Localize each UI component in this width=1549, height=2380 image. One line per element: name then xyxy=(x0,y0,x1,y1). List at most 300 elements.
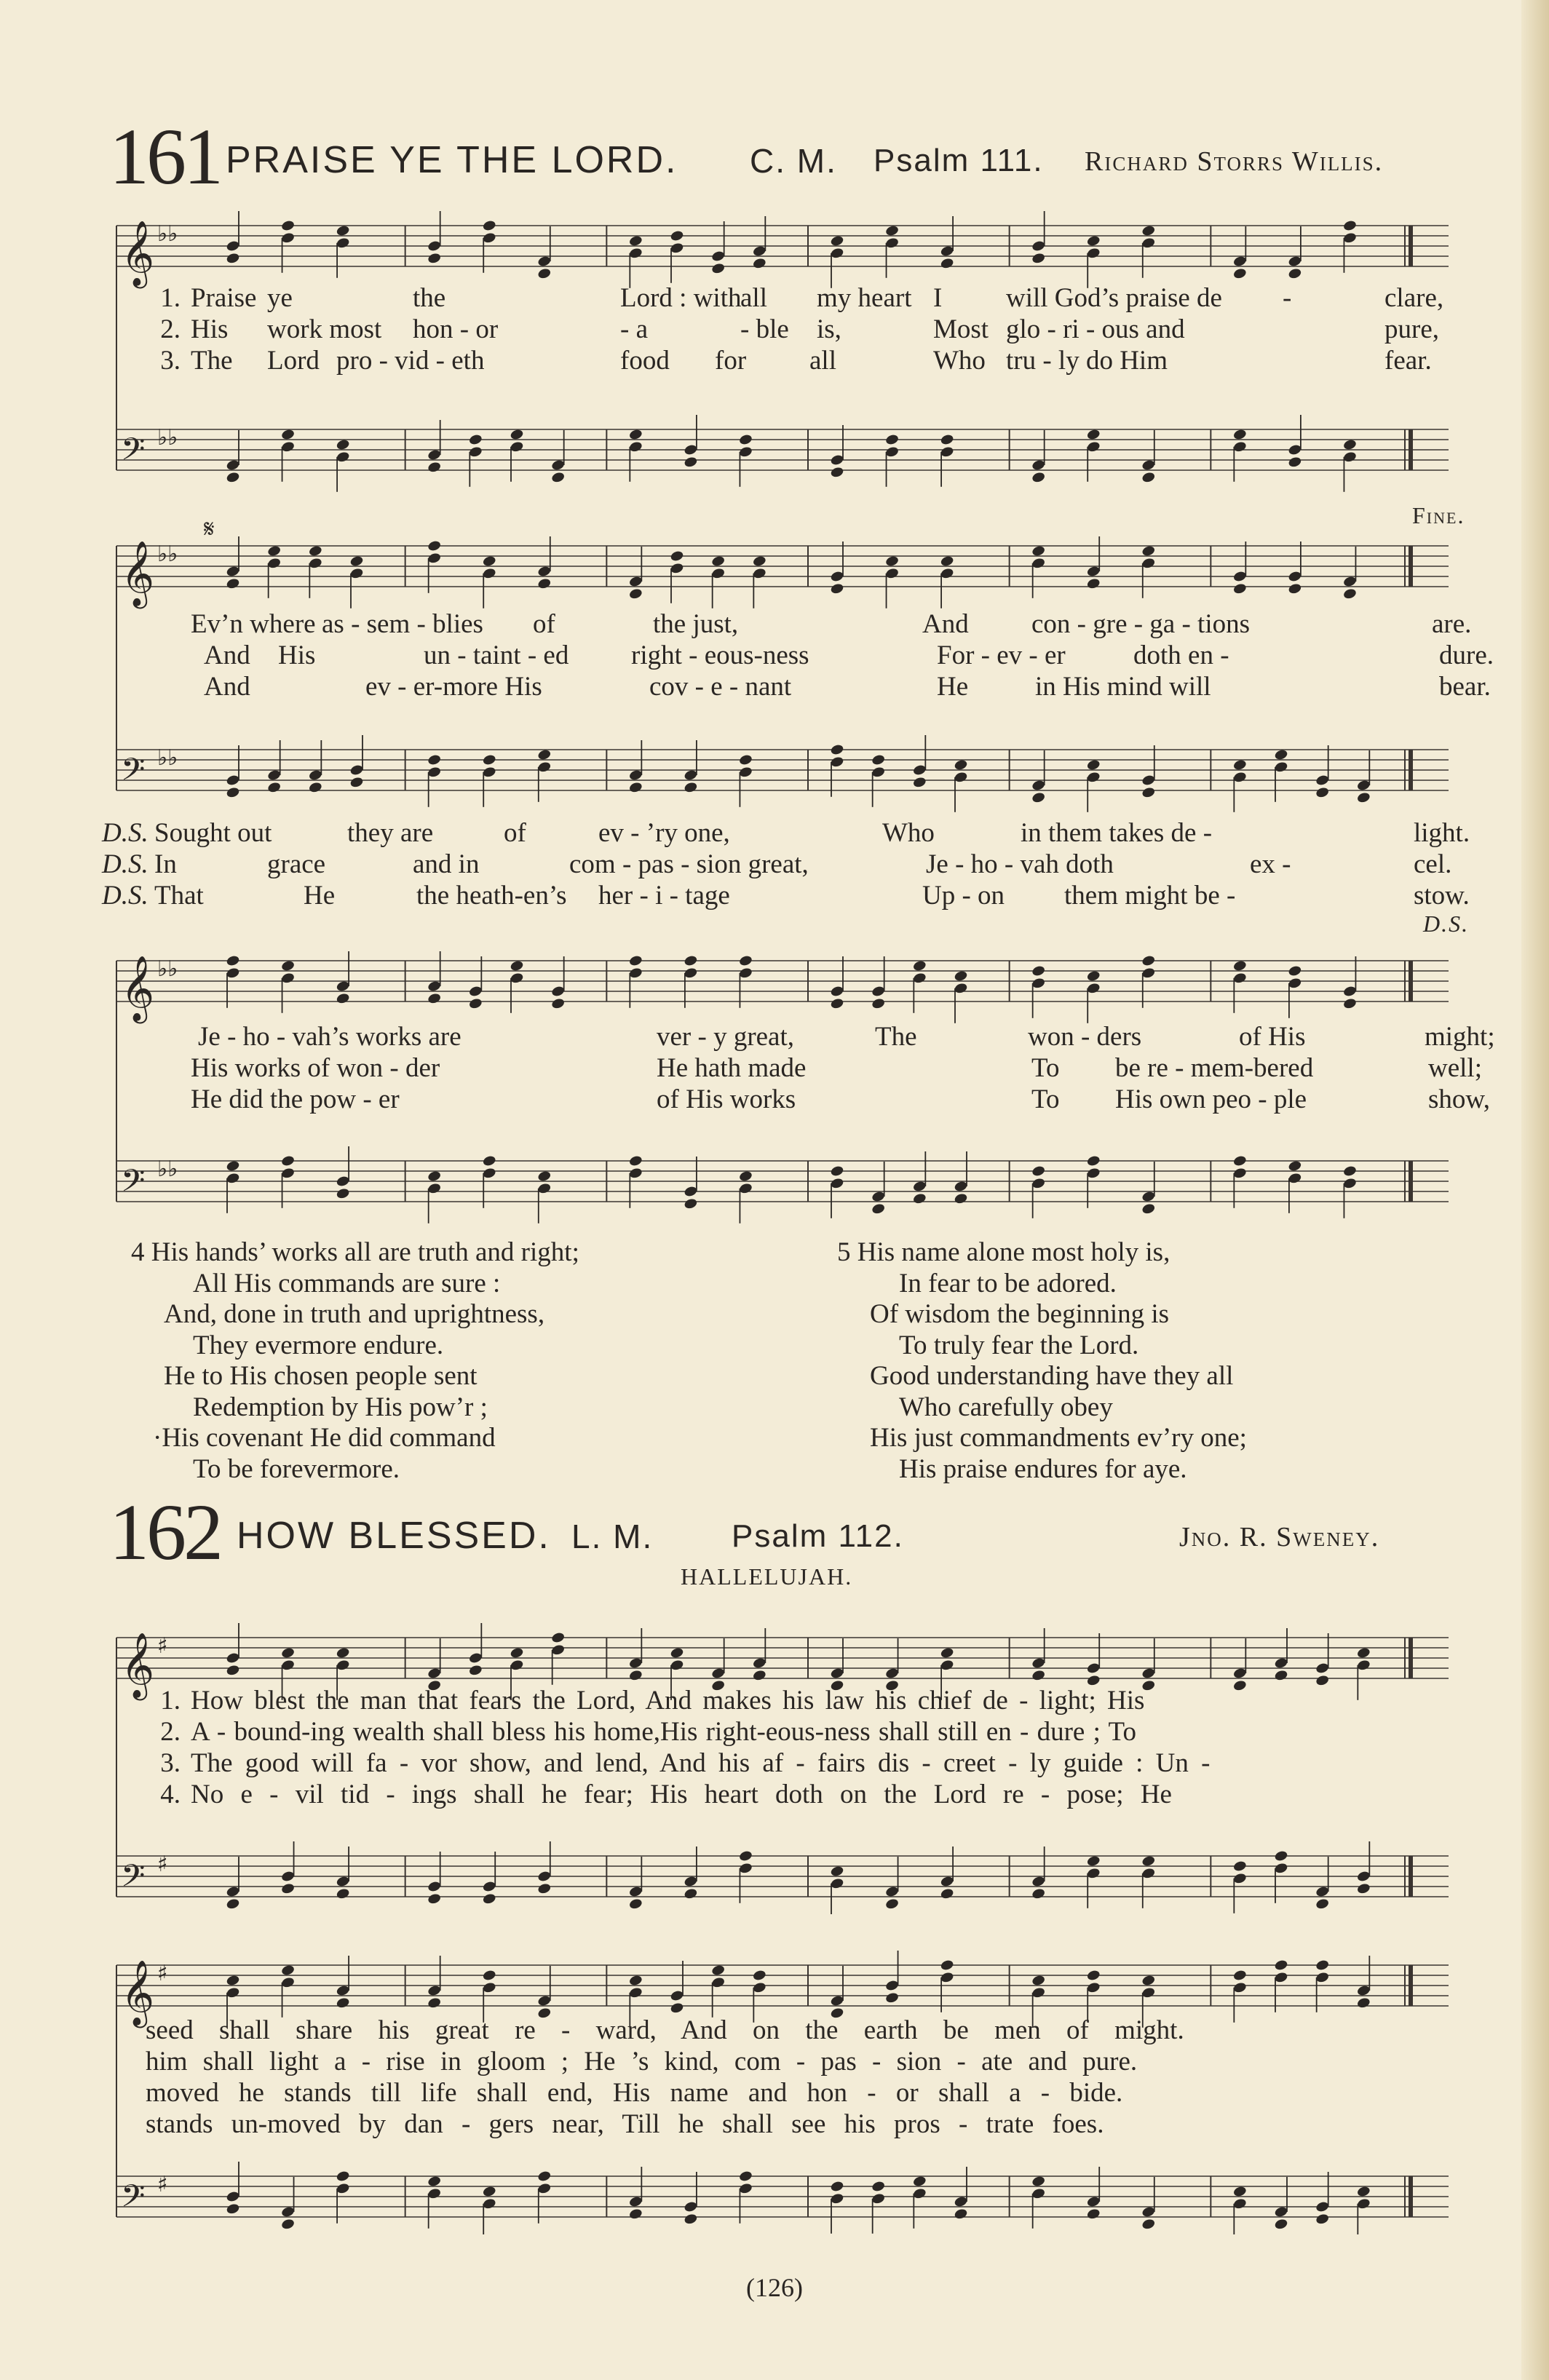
treble-staff xyxy=(116,211,1449,289)
key-signature-icon: ♯ xyxy=(157,1852,168,1877)
note-head xyxy=(670,562,684,574)
note-head xyxy=(510,440,524,453)
note-head xyxy=(912,1180,927,1192)
note-head xyxy=(830,247,844,259)
note-head xyxy=(281,1964,296,1976)
bass-staff xyxy=(116,1841,1449,1914)
note-head xyxy=(1288,267,1302,279)
note-head xyxy=(1356,1882,1371,1895)
note-head xyxy=(885,1897,900,1910)
note-head xyxy=(1342,575,1357,587)
note-head xyxy=(1232,1981,1247,1994)
note-head xyxy=(537,565,552,577)
note-head xyxy=(537,267,552,279)
note-head xyxy=(1031,1887,1046,1900)
note-head xyxy=(684,1185,698,1197)
note-head xyxy=(336,1175,350,1187)
lyric-word: Who xyxy=(882,818,935,848)
note-head xyxy=(1141,2205,1156,2218)
lyric-line xyxy=(138,640,1494,670)
lyric-word: ver - y great, xyxy=(657,1022,795,1052)
note-head xyxy=(1031,471,1046,483)
note-head xyxy=(336,1996,350,2009)
note-head xyxy=(628,1974,643,1986)
note-head xyxy=(830,570,844,582)
note-head xyxy=(1274,1657,1288,1669)
stanza-line: Who carefully obey xyxy=(899,1392,1113,1422)
lyric-word: com - pas - sion great, xyxy=(569,849,809,879)
note-head xyxy=(684,2213,698,2225)
lyric-word: And xyxy=(922,609,969,639)
note-head xyxy=(349,555,364,567)
note-head xyxy=(226,1986,240,1999)
note-head xyxy=(830,1165,844,1177)
note-head xyxy=(427,1984,442,1996)
note-head xyxy=(1086,771,1101,783)
lyric-line xyxy=(138,1022,1495,1052)
lyric-word: as - sem - blies xyxy=(322,609,483,639)
lyric-word: show, xyxy=(1428,1084,1490,1114)
note-head xyxy=(1031,1875,1046,1887)
key-signature-icon: ♭♭ xyxy=(157,956,178,982)
stanza-5 xyxy=(837,1237,1247,1485)
note-head xyxy=(940,433,954,445)
note-head xyxy=(226,1172,240,1184)
lyric-line: 2. His work most hon - or - a - ble is, Most glo - ri - ous and pure, xyxy=(160,314,1439,344)
hymn-psalm: Psalm 111. xyxy=(873,143,1044,178)
note-head xyxy=(912,1192,927,1205)
note-head xyxy=(510,1646,524,1659)
lyric-word: might; xyxy=(1425,1022,1495,1052)
note-head xyxy=(670,242,684,254)
note-head xyxy=(1342,231,1357,244)
stanza-line: To truly fear the Lord. xyxy=(899,1330,1139,1360)
lyric-word: Sought out xyxy=(154,818,272,848)
lyric-word: will God’s praise de xyxy=(1006,283,1222,313)
note-head xyxy=(226,1651,240,1664)
note-head xyxy=(468,445,483,458)
lyric-word: in them takes de - xyxy=(1021,818,1213,848)
note-head xyxy=(537,1994,552,2007)
lyric-word: them might be - xyxy=(1064,881,1236,911)
stanza-line: To be forevermore. xyxy=(193,1453,400,1484)
note-head xyxy=(267,781,282,793)
note-head xyxy=(226,1159,240,1172)
note-head xyxy=(684,1887,698,1900)
note-head xyxy=(482,1167,496,1179)
lyric-word: ev - er-more His xyxy=(365,672,542,702)
treble-clef-icon: 𝄞 xyxy=(121,1960,155,2026)
note-head xyxy=(738,1182,753,1194)
note-head xyxy=(1288,977,1302,989)
stanza-line: 5 His name alone most holy is, xyxy=(837,1237,1170,1267)
lyric-word: - xyxy=(1283,283,1292,313)
lyric-word: food xyxy=(620,346,670,376)
lyric-word: for xyxy=(715,346,747,376)
lyric-word: Most xyxy=(933,314,989,344)
note-head xyxy=(482,231,496,244)
note-head xyxy=(752,567,766,579)
lyric-word: That xyxy=(154,881,204,911)
lyric-word: His own peo - ple xyxy=(1115,1084,1307,1114)
note-head xyxy=(711,567,726,579)
lyric-word: ex - xyxy=(1250,849,1291,879)
lyric-word: grace xyxy=(267,849,326,879)
note-head xyxy=(885,433,900,445)
note-head xyxy=(1342,219,1357,231)
treble-clef-icon: 𝄞 xyxy=(121,541,155,606)
segno-icon: 𝄋 xyxy=(204,515,215,544)
note-head xyxy=(738,1849,753,1862)
note-head xyxy=(940,1887,954,1900)
ds-mark: D.S. xyxy=(1423,911,1470,937)
note-head xyxy=(885,555,900,567)
note-head xyxy=(1141,459,1156,471)
note-head xyxy=(1274,2205,1288,2218)
lyric-word: To xyxy=(1031,1084,1060,1114)
lyric-word: He xyxy=(937,672,969,702)
lyric-word: The xyxy=(875,1022,917,1052)
note-head xyxy=(954,969,968,982)
note-head xyxy=(628,1657,643,1669)
note-head xyxy=(226,1664,240,1676)
note-head xyxy=(711,555,726,567)
note-head xyxy=(281,231,296,244)
lyric-word: - ble xyxy=(740,314,789,344)
note-head xyxy=(1274,1669,1288,1681)
note-head xyxy=(1232,972,1247,984)
note-head xyxy=(628,428,643,440)
note-head xyxy=(830,755,844,768)
lyric-word: His xyxy=(278,640,316,670)
note-head xyxy=(1315,1674,1330,1686)
note-head xyxy=(1232,2197,1247,2210)
note-head xyxy=(628,1154,643,1167)
note-head xyxy=(537,761,552,773)
note-head xyxy=(510,959,524,972)
note-head xyxy=(1086,428,1101,440)
note-head xyxy=(1288,570,1302,582)
bass-clef-icon: 𝄢 xyxy=(121,1858,146,1902)
note-head xyxy=(1031,1165,1046,1177)
note-head xyxy=(1141,786,1156,798)
note-head xyxy=(871,766,886,778)
note-head xyxy=(1232,959,1247,972)
note-head xyxy=(830,985,844,997)
note-head xyxy=(427,766,442,778)
lyric-word: tru - ly do Him xyxy=(1006,346,1168,376)
lyric-word: Ev’n where xyxy=(191,609,316,639)
lyric-word: light. xyxy=(1414,818,1470,848)
note-head xyxy=(1031,459,1046,471)
note-head xyxy=(738,2170,753,2182)
note-head xyxy=(738,2182,753,2194)
note-head xyxy=(954,758,968,771)
note-head xyxy=(1086,1674,1101,1686)
note-head xyxy=(871,985,886,997)
note-head xyxy=(711,1667,726,1679)
note-head xyxy=(1141,557,1156,569)
lyric-line xyxy=(138,672,1491,702)
note-head xyxy=(551,1643,566,1656)
note-head xyxy=(752,1669,766,1681)
note-head xyxy=(1141,774,1156,786)
lyric-word: are. xyxy=(1432,609,1472,639)
lyric-word: and in xyxy=(413,849,480,879)
note-head xyxy=(281,428,296,440)
lyric-word: ev - ’ry one, xyxy=(598,818,730,848)
note-head xyxy=(1288,1159,1302,1172)
lyric-word: cel. xyxy=(1414,849,1452,879)
lyric-word: un - taint - ed xyxy=(424,640,569,670)
lyric-word: Je - ho - vah doth xyxy=(926,849,1114,879)
treble-clef-icon: 𝄞 xyxy=(121,1633,155,1698)
bass-staff xyxy=(116,735,1449,812)
note-head xyxy=(684,2200,698,2213)
lyric-line: 1. Praise ye the Lord : with all my heart I will God’s praise de - clare, xyxy=(160,283,1444,313)
note-head xyxy=(1356,1984,1371,1996)
note-head xyxy=(1141,2218,1156,2230)
note-head xyxy=(308,544,322,557)
lyric-line: stands un-moved by dan - gers near, Till he shall see his pros - trate foes. xyxy=(146,2109,1104,2139)
note-head xyxy=(1086,565,1101,577)
stanza-line: ·His covenant He did command xyxy=(153,1423,496,1453)
note-head xyxy=(1141,471,1156,483)
note-head xyxy=(954,1192,968,1205)
note-head xyxy=(1141,1667,1156,1679)
lyric-word: - a xyxy=(620,314,648,344)
note-head xyxy=(1315,2200,1330,2213)
lyric-word: right - eous-ness xyxy=(631,640,809,670)
note-head xyxy=(940,257,954,269)
note-head xyxy=(1356,791,1371,804)
note-head xyxy=(427,448,442,461)
note-head xyxy=(1086,1167,1101,1179)
note-head xyxy=(885,1991,900,2004)
bass-staff xyxy=(116,1146,1449,1223)
note-head xyxy=(684,781,698,793)
note-head xyxy=(427,252,442,264)
note-head xyxy=(1031,1657,1046,1669)
note-head xyxy=(954,1180,968,1192)
note-head xyxy=(281,1976,296,1988)
lyric-word: fear. xyxy=(1384,346,1432,376)
key-signature-icon: ♯ xyxy=(157,1633,168,1659)
note-head xyxy=(738,1170,753,1182)
lyric-line: seed shall share his great re - ward, And on the earth be men of might. xyxy=(146,2015,1184,2045)
note-head xyxy=(830,2180,844,2192)
lyric-word: of xyxy=(504,818,526,848)
stanza-line: Redemption by His pow’r ; xyxy=(193,1392,488,1422)
treble-clef-icon: 𝄞 xyxy=(121,221,155,286)
lyric-word: And xyxy=(204,640,250,670)
note-head xyxy=(830,1177,844,1189)
lyric-word: Je - ho - vah’s works are xyxy=(198,1022,461,1052)
stanza-line: His praise endures for aye. xyxy=(899,1453,1187,1484)
stanza-line: Good understanding have they all xyxy=(870,1361,1234,1391)
key-signature-icon: ♭♭ xyxy=(157,745,178,771)
note-head xyxy=(427,539,442,552)
note-head xyxy=(308,781,322,793)
note-head xyxy=(954,2208,968,2220)
note-head xyxy=(537,1170,552,1182)
note-head xyxy=(537,2170,552,2182)
note-head xyxy=(336,2170,350,2182)
note-head xyxy=(1288,443,1302,456)
note-head xyxy=(1232,1667,1247,1679)
music-system-162-1 xyxy=(95,1594,1478,1914)
lyric-word: all xyxy=(809,346,836,376)
lyric-word: is, xyxy=(817,314,841,344)
note-head xyxy=(1031,239,1046,252)
note-head xyxy=(1086,1855,1101,1867)
note-head xyxy=(1356,1659,1371,1671)
note-head xyxy=(482,555,496,567)
note-head xyxy=(1274,2218,1288,2230)
note-head xyxy=(1031,1974,1046,1986)
note-head xyxy=(1232,1872,1247,1884)
note-head xyxy=(1232,582,1247,595)
lyric-word: He did the pow - er xyxy=(191,1084,400,1114)
note-head xyxy=(537,255,552,267)
note-head xyxy=(336,980,350,992)
hymn-title: HOW BLESSED. xyxy=(237,1515,551,1557)
note-head xyxy=(670,2002,684,2014)
lyric-word: cov - e - nant xyxy=(649,672,792,702)
note-head xyxy=(551,997,566,1009)
lyric-word: my heart xyxy=(817,283,912,313)
note-head xyxy=(711,250,726,262)
note-head xyxy=(1232,570,1247,582)
note-head xyxy=(336,1646,350,1659)
stanza-line: He to His chosen people sent xyxy=(164,1361,478,1391)
stanza-line: In fear to be adored. xyxy=(899,1268,1117,1298)
note-head xyxy=(1031,779,1046,791)
note-head xyxy=(954,2195,968,2208)
lyric-word: His works of won - der xyxy=(191,1053,440,1083)
note-head xyxy=(885,567,900,579)
note-head xyxy=(427,1892,442,1905)
note-head xyxy=(551,1631,566,1643)
note-head xyxy=(226,774,240,786)
note-head xyxy=(684,443,698,456)
note-head xyxy=(628,781,643,793)
note-head xyxy=(1031,2175,1046,2187)
note-head xyxy=(684,1875,698,1887)
note-head xyxy=(711,262,726,274)
note-head xyxy=(940,1971,954,1983)
note-head xyxy=(537,1182,552,1194)
note-head xyxy=(1141,544,1156,557)
note-head xyxy=(336,2182,350,2194)
note-head xyxy=(281,2218,296,2230)
note-head xyxy=(1315,2213,1330,2225)
lyric-word: To xyxy=(1031,1053,1060,1083)
lyric-word: the xyxy=(413,283,446,313)
note-head xyxy=(1031,557,1046,569)
note-head xyxy=(1141,1202,1156,1215)
note-head xyxy=(427,552,442,564)
note-head xyxy=(628,1986,643,1999)
note-head xyxy=(628,1885,643,1897)
bass-staff xyxy=(116,415,1449,492)
lyric-word: Praise xyxy=(191,283,257,313)
bass-clef-icon: 𝄢 xyxy=(121,752,146,796)
note-head xyxy=(684,1197,698,1210)
note-head xyxy=(336,1875,350,1887)
note-head xyxy=(885,224,900,237)
note-head xyxy=(537,748,552,761)
note-head xyxy=(1274,748,1288,761)
note-head xyxy=(308,769,322,781)
treble-staff xyxy=(116,536,1449,609)
page-edge xyxy=(1521,0,1549,2380)
note-head xyxy=(752,245,766,257)
note-head xyxy=(226,565,240,577)
note-head xyxy=(482,1981,496,1994)
note-head xyxy=(830,1865,844,1877)
note-head xyxy=(954,771,968,783)
note-head xyxy=(940,567,954,579)
note-head xyxy=(336,224,350,237)
note-head xyxy=(628,234,643,247)
lyric-word: Lord : with xyxy=(620,283,742,313)
note-head xyxy=(1274,1862,1288,1874)
note-head xyxy=(1232,1860,1247,1872)
hymn-author: Richard Storrs Willis. xyxy=(1085,146,1384,177)
note-head xyxy=(1356,1870,1371,1882)
note-head xyxy=(912,776,927,788)
note-head xyxy=(1288,456,1302,468)
note-head xyxy=(628,967,643,979)
note-head xyxy=(1086,2195,1101,2208)
note-head xyxy=(1086,234,1101,247)
note-head xyxy=(1315,1971,1330,1983)
note-head xyxy=(940,445,954,458)
note-head xyxy=(940,1646,954,1659)
lyric-line: 3. The good will fa - vor show, and lend, And his af - fairs dis - creet - ly guide : Un - xyxy=(160,1748,1211,1778)
lyric-word: He hath made xyxy=(657,1053,807,1083)
note-head xyxy=(267,544,282,557)
lyric-line: 1. How blest the man that fears the Lord, And makes his law his chief de - light; His xyxy=(160,1686,1145,1715)
lyric-word: bear. xyxy=(1439,672,1491,702)
note-head xyxy=(628,1897,643,1910)
lyric-word: be re - mem-bered xyxy=(1115,1053,1314,1083)
note-head xyxy=(1342,587,1357,600)
note-head xyxy=(912,959,927,972)
hymn-meter: C. M. xyxy=(750,142,837,180)
note-head xyxy=(1141,1974,1156,1986)
note-head xyxy=(670,1646,684,1659)
note-head xyxy=(1288,255,1302,267)
stanza-line: All His commands are sure : xyxy=(193,1268,501,1298)
note-head xyxy=(427,1996,442,2009)
note-head xyxy=(336,451,350,463)
note-head xyxy=(226,459,240,471)
note-head xyxy=(752,1969,766,1981)
hymn-number: 161 xyxy=(109,112,221,201)
music-system-3 xyxy=(95,818,1495,1226)
note-head xyxy=(1288,582,1302,595)
note-head xyxy=(940,555,954,567)
note-head xyxy=(510,972,524,984)
lyric-word: pro - vid - eth xyxy=(336,346,485,376)
note-head xyxy=(537,2182,552,2194)
note-head xyxy=(940,1959,954,1971)
note-head xyxy=(281,1167,296,1179)
note-head xyxy=(281,959,296,972)
note-head xyxy=(468,1651,483,1664)
